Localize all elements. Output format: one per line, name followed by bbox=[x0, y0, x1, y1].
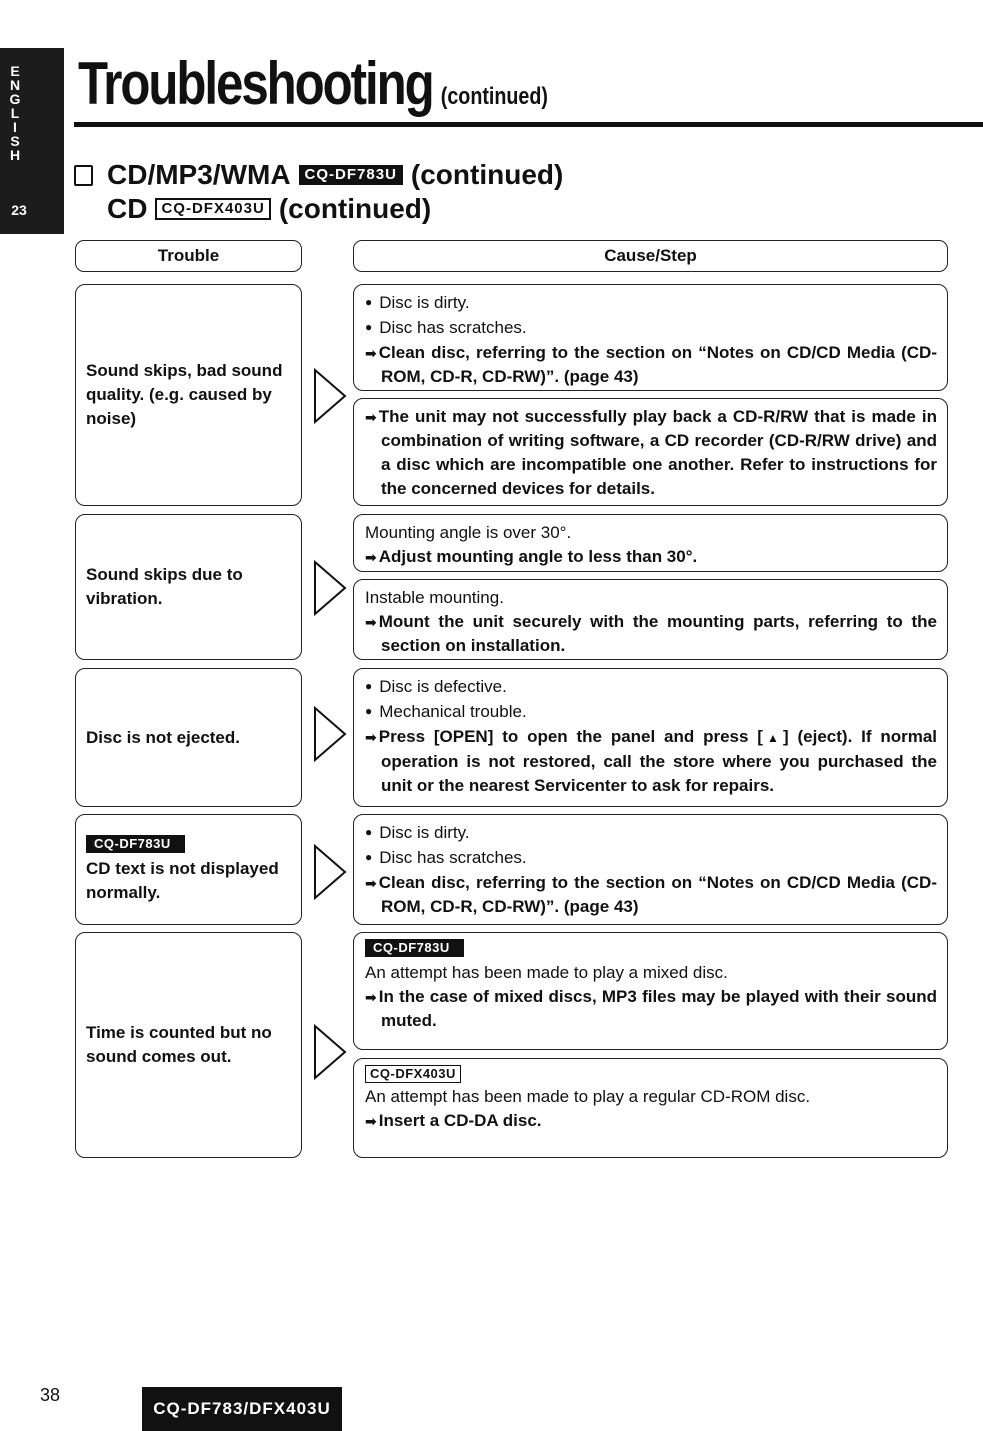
checkbox-square-icon bbox=[74, 165, 93, 186]
step-text-content: Adjust mounting angle to less than 30°. bbox=[378, 547, 698, 566]
cause-cell bbox=[353, 514, 948, 572]
triangle-pointer-icon bbox=[313, 368, 347, 424]
section-suffix: (continued) bbox=[410, 159, 564, 190]
step-text bbox=[365, 405, 937, 501]
lang-letter: L bbox=[10, 105, 20, 121]
lang-letter: G bbox=[9, 91, 21, 107]
cause-cell bbox=[353, 284, 948, 391]
cause-bullet: ● Disc is dirty. bbox=[365, 291, 937, 316]
triangle-pointer-icon bbox=[313, 844, 347, 900]
model-tag: CQ-DF783U bbox=[86, 835, 185, 853]
trouble-text: Sound skips due to vibration. bbox=[86, 565, 243, 608]
arrow-right-icon: ➡ bbox=[365, 875, 377, 891]
step-text bbox=[365, 1109, 937, 1133]
cause-cell bbox=[353, 398, 948, 506]
step-text bbox=[365, 871, 937, 919]
trouble-text: Disc is not ejected. bbox=[86, 727, 240, 747]
eject-icon: ▲ bbox=[762, 731, 784, 745]
arrow-right-icon: ➡ bbox=[365, 614, 377, 630]
section-label: CD/MP3/WMA bbox=[107, 159, 291, 190]
model-tag: CQ-DF783U bbox=[365, 939, 464, 957]
lang-letter: H bbox=[9, 147, 21, 163]
lang-letter: E bbox=[10, 63, 20, 79]
cause-cell bbox=[353, 1058, 948, 1158]
lang-letter: S bbox=[10, 133, 20, 149]
cause-text: An attempt has been made to play a mixed disc. bbox=[365, 963, 728, 982]
triangle-pointer-icon bbox=[313, 706, 347, 762]
cause-text: An attempt has been made to play a regular CD-ROM disc. bbox=[365, 1087, 811, 1106]
footer-model-label: CQ-DF783/DFX403U bbox=[142, 1387, 342, 1431]
page-title-suffix: (continued) bbox=[440, 83, 548, 110]
page-number: 38 bbox=[40, 1385, 61, 1405]
step-text-content: Clean disc, referring to the section on “Notes on CD/CD Media (CD-ROM, CD-R, CD-RW)”. (page 43) bbox=[378, 343, 937, 386]
cause-column-header: Cause/Step bbox=[353, 240, 948, 272]
step-text-content: Press [OPEN] to open the panel and press [ bbox=[378, 727, 763, 746]
arrow-right-icon: ➡ bbox=[365, 549, 377, 565]
trouble-text: Time is counted but no sound comes out. bbox=[86, 1023, 272, 1066]
model-tag: CQ-DFX403U bbox=[365, 1065, 461, 1083]
lang-letter: N bbox=[9, 77, 21, 93]
arrow-right-icon: ➡ bbox=[365, 989, 377, 1005]
step-text-content: Mount the unit securely with the mounting parts, referring to the section on installation. bbox=[378, 612, 937, 655]
step-text-content: Insert a CD-DA disc. bbox=[378, 1111, 542, 1130]
trouble-cell bbox=[75, 814, 302, 925]
lang-letter: I bbox=[13, 119, 17, 135]
trouble-column-header: Trouble bbox=[75, 240, 302, 272]
arrow-right-icon: ➡ bbox=[365, 409, 377, 425]
trouble-cell bbox=[75, 284, 302, 506]
language-tab bbox=[0, 48, 64, 234]
section-heading bbox=[74, 158, 563, 226]
trouble-cell bbox=[75, 932, 302, 1158]
cause-bullet: ● Mechanical trouble. bbox=[365, 700, 937, 725]
step-text bbox=[365, 545, 937, 569]
cause-text: Mounting angle is over 30°. bbox=[365, 523, 572, 542]
cause-bullet: ● Disc is defective. bbox=[365, 675, 937, 700]
cause-cell bbox=[353, 814, 948, 925]
step-text bbox=[365, 341, 937, 389]
trouble-cell bbox=[75, 668, 302, 807]
cause-bullet: ● Disc is dirty. bbox=[365, 821, 937, 846]
step-text bbox=[365, 725, 937, 798]
step-text-content: Clean disc, referring to the section on “Notes on CD/CD Media (CD-ROM, CD-R, CD-RW)”. (page 43) bbox=[378, 873, 937, 916]
language-letters bbox=[0, 64, 30, 162]
step-text bbox=[365, 610, 937, 658]
step-text bbox=[365, 985, 937, 1033]
cause-cell bbox=[353, 668, 948, 807]
step-text-content: The unit may not successfully play back a CD-R/RW that is made in combination of writing software, a CD recorder (CD-R/RW drive) and a disc which are incompatible one another. Refer to instructions for the concerned devices for details. bbox=[378, 407, 937, 498]
trouble-cell bbox=[75, 514, 302, 660]
trouble-text: CD text is not displayed normally. bbox=[86, 858, 279, 902]
section-page-badge: 23 bbox=[11, 202, 27, 218]
page-title-text: Troubleshooting bbox=[78, 50, 433, 117]
section-label: CD bbox=[107, 193, 148, 224]
section-suffix: (continued) bbox=[278, 193, 432, 224]
title-divider bbox=[74, 122, 983, 127]
triangle-pointer-icon bbox=[313, 1024, 347, 1080]
trouble-text: Sound skips, bad sound quality. (e.g. caused by noise) bbox=[86, 361, 283, 428]
model-tag: CQ-DFX403U bbox=[155, 198, 270, 220]
model-tag: CQ-DF783U bbox=[299, 165, 403, 185]
cause-cell bbox=[353, 579, 948, 660]
cause-bullet: ● Disc has scratches. bbox=[365, 316, 937, 341]
arrow-right-icon: ➡ bbox=[365, 345, 377, 361]
arrow-right-icon: ➡ bbox=[365, 729, 377, 745]
cause-text: Instable mounting. bbox=[365, 588, 504, 607]
arrow-right-icon: ➡ bbox=[365, 1113, 377, 1129]
step-text-content: In the case of mixed discs, MP3 files may be played with their sound muted. bbox=[378, 987, 937, 1030]
cause-bullet: ● Disc has scratches. bbox=[365, 846, 937, 871]
triangle-pointer-icon bbox=[313, 560, 347, 616]
cause-cell bbox=[353, 932, 948, 1050]
step-text-content: ] (eject). If normal operation is not restored, call the store where you purchased the unit or the nearest Servicenter to ask for repairs. bbox=[381, 727, 937, 795]
